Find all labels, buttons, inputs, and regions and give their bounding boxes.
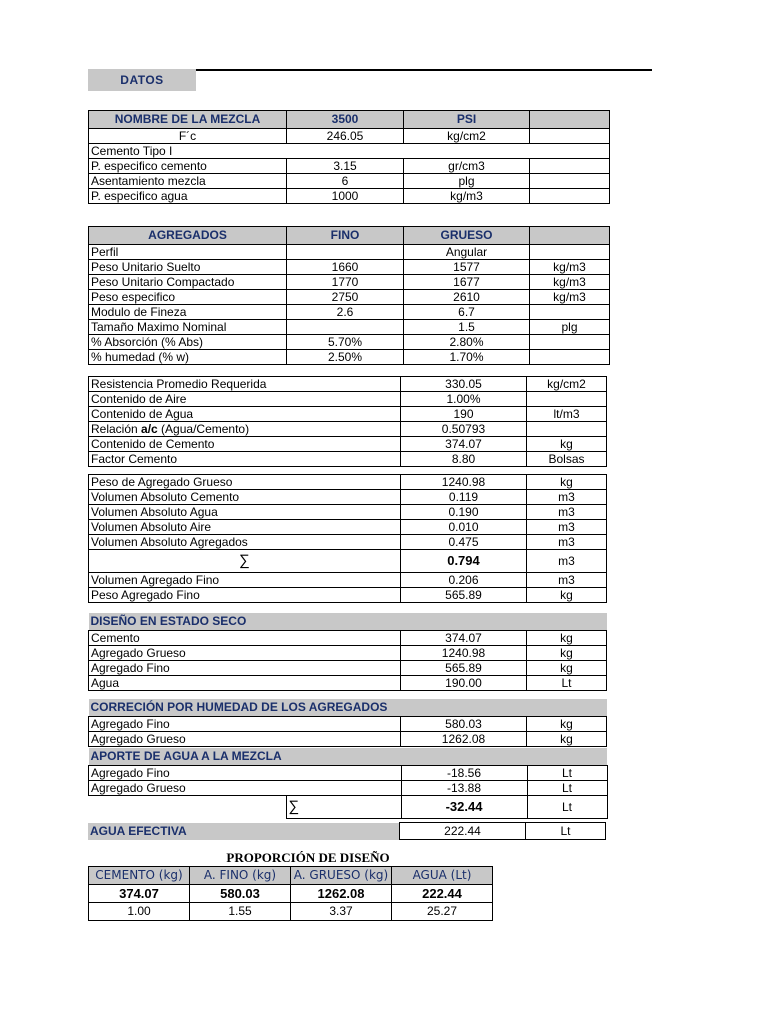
cell-label: Contenido de Agua (89, 407, 401, 422)
cell-extra (530, 159, 610, 174)
cell-fino: 5.70% (287, 335, 404, 350)
cell-unit: Lt (527, 676, 607, 691)
cell-label: Peso Agregado Fino (89, 588, 401, 603)
table-row (89, 275, 610, 290)
table-row (89, 573, 607, 588)
cell-label: Agregado Grueso (89, 646, 401, 661)
cell-value: 190 (401, 407, 527, 422)
cell-value: 374.07 (401, 437, 527, 452)
cell-unit: kg (527, 717, 607, 732)
cell-value: 565.89 (401, 588, 527, 603)
proportion-title: PROPORCIÓN DE DISEÑO (226, 850, 390, 865)
cell-value: 0.475 (401, 535, 527, 550)
proportion-header (89, 867, 493, 885)
mix-blank (530, 111, 610, 129)
table-row (89, 407, 607, 422)
cell-fino: 2750 (287, 290, 404, 305)
table-row (89, 631, 607, 646)
cell-grueso: Angular (404, 245, 530, 260)
ratio-grueso: 3.37 (291, 903, 392, 921)
table-row (89, 144, 610, 159)
cell-unit: kg (527, 437, 607, 452)
unit-label (530, 227, 610, 245)
header-grueso: A. GRUESO (kg) (291, 867, 392, 885)
table-row (89, 159, 610, 174)
sum-value: -32.44 (401, 796, 527, 819)
cell-label: Agregado Grueso (89, 781, 402, 796)
table-row (89, 422, 607, 437)
value-grueso: 1262.08 (291, 885, 392, 903)
ratio-agua: 25.27 (392, 903, 493, 921)
cell-label: Volumen Absoluto Agregados (89, 535, 401, 550)
cell-value: 1000 (287, 189, 404, 204)
fino-label: FINO (287, 227, 404, 245)
effective-water-title: AGUA EFECTIVA (88, 823, 400, 840)
cell-grueso: 1.70% (404, 350, 530, 365)
header-fino: A. FINO (kg) (190, 867, 291, 885)
cell-unit (530, 335, 610, 350)
aggregates-label: AGREGADOS (89, 227, 287, 245)
mix-info-table (88, 110, 610, 204)
cell-value: 0.190 (401, 505, 527, 520)
cell-grueso: 1677 (404, 275, 530, 290)
cell-unit: kg (527, 732, 607, 747)
cell-fino: 2.50% (287, 350, 404, 365)
cell-grueso: 2610 (404, 290, 530, 305)
table-row (89, 661, 607, 676)
cell-label: Asentamiento mezcla (89, 174, 287, 189)
sum-unit: m3 (527, 550, 607, 573)
cell-unit: m3 (527, 490, 607, 505)
moisture-correction-title: CORRECIÓN POR HUMEDAD DE LOS AGREGADOS (89, 699, 607, 717)
datos-rule (196, 69, 652, 71)
cell-unit: Bolsas (527, 452, 607, 467)
table-row (89, 377, 607, 392)
volumes-table (88, 474, 607, 603)
cell-label: Agregado Fino (89, 717, 401, 732)
cell-unit: plg (530, 320, 610, 335)
cell-value: 190.00 (401, 676, 527, 691)
datos-header: DATOS (88, 69, 196, 91)
cell-value: -13.88 (401, 781, 527, 796)
cell-label: Agregado Grueso (89, 732, 401, 747)
cell-label (89, 422, 401, 437)
cell-fino: 1770 (287, 275, 404, 290)
cell-value: 565.89 (401, 661, 527, 676)
cell-label: Contenido de Cemento (89, 437, 401, 452)
design-params-table (88, 376, 607, 467)
table-row (89, 335, 610, 350)
table-row (89, 505, 607, 520)
cell-label: F´c (89, 129, 287, 144)
cell-unit: Lt (527, 781, 607, 796)
dry-design-table (88, 613, 607, 691)
cell-unit: kg/cm2 (404, 129, 530, 144)
cell-unit: kg (527, 661, 607, 676)
value-cemento: 374.07 (89, 885, 190, 903)
cell-unit: kg (527, 475, 607, 490)
water-contribution-title: APORTE DE AGUA A LA MEZCLA (89, 748, 608, 766)
cell-label: P. especifico agua (89, 189, 287, 204)
cell-unit (530, 245, 610, 260)
table-row (89, 305, 610, 320)
cell-extra (530, 189, 610, 204)
cell-extra (530, 174, 610, 189)
cell-unit: kg/cm2 (527, 377, 607, 392)
sum-row (89, 550, 607, 573)
sum-unit: Lt (527, 796, 607, 819)
cell-label: Peso Unitario Compactado (89, 275, 287, 290)
table-row (89, 437, 607, 452)
section-header (89, 699, 607, 717)
cell-label: Volumen Agregado Fino (89, 573, 401, 588)
table-row (89, 350, 610, 365)
table-row (89, 475, 607, 490)
header-cemento: CEMENTO (kg) (89, 867, 190, 885)
sum-row (89, 796, 608, 819)
sum-symbol: ∑ (89, 550, 401, 573)
table-row (89, 717, 607, 732)
cell-label: Resistencia Promedio Requerida (89, 377, 401, 392)
cell-value: -18.56 (401, 766, 527, 781)
cell-label: % humedad (% w) (89, 350, 287, 365)
value-agua: 222.44 (392, 885, 493, 903)
ratio-cemento: 1.00 (89, 903, 190, 921)
table-row (89, 646, 607, 661)
mix-strength: 3500 (287, 111, 404, 129)
water-contribution-table (88, 748, 608, 819)
cell-grueso: 2.80% (404, 335, 530, 350)
cell-label: Factor Cemento (89, 452, 401, 467)
cell-label: Peso de Agregado Grueso (89, 475, 401, 490)
relacion-bold: a/c (141, 422, 158, 436)
cell-label: Agua (89, 676, 401, 691)
table-row (89, 189, 610, 204)
sum-value: 0.794 (401, 550, 527, 573)
cell-label: Agregado Fino (89, 661, 401, 676)
cell-value: 8.80 (401, 452, 527, 467)
cell-fino (287, 245, 404, 260)
cell-value: 246.05 (287, 129, 404, 144)
cell-label: Volumen Absoluto Cemento (89, 490, 401, 505)
table-row (89, 392, 607, 407)
cell-unit: kg (527, 631, 607, 646)
cell-label: P. especifico cemento (89, 159, 287, 174)
cell-label: Contenido de Aire (89, 392, 401, 407)
relacion-prefix: Relación (91, 422, 142, 436)
sum-spacer (89, 796, 287, 819)
proportion-ratios (89, 903, 493, 921)
cell-value: 0.50793 (401, 422, 527, 437)
cell-fino: 1660 (287, 260, 404, 275)
cell-value: 374.07 (401, 631, 527, 646)
value-fino: 580.03 (190, 885, 291, 903)
section-header (89, 748, 608, 766)
cell-value: 0.119 (401, 490, 527, 505)
table-row (89, 732, 607, 747)
cell-extra (530, 129, 610, 144)
table-row (89, 766, 608, 781)
mix-unit: PSI (404, 111, 530, 129)
cell-unit: lt/m3 (527, 407, 607, 422)
cell-value: 0.010 (401, 520, 527, 535)
cell-grueso: 1.5 (404, 320, 530, 335)
cell-label: Agregado Fino (89, 766, 402, 781)
cell-unit: m3 (527, 505, 607, 520)
cell-unit: kg (527, 588, 607, 603)
cell-unit: plg (404, 174, 530, 189)
cell-label: Peso especifico (89, 290, 287, 305)
table-row (89, 129, 610, 144)
cell-unit: kg/m3 (530, 275, 610, 290)
table-row (88, 823, 606, 840)
table-row (89, 490, 607, 505)
table-row (89, 520, 607, 535)
grueso-label: GRUESO (404, 227, 530, 245)
cell-value: 3.15 (287, 159, 404, 174)
section-header (89, 613, 607, 631)
cell-label: Modulo de Fineza (89, 305, 287, 320)
table-row (89, 245, 610, 260)
cell-unit: m3 (527, 573, 607, 588)
cell-label: Volumen Absoluto Agua (89, 505, 401, 520)
cell-value: 0.206 (401, 573, 527, 588)
cell-unit (527, 422, 607, 437)
table-row (89, 535, 607, 550)
header-agua: AGUA (Lt) (392, 867, 493, 885)
cell-label: % Absorción (% Abs) (89, 335, 287, 350)
cell-unit (530, 305, 610, 320)
cell-unit: kg/m3 (530, 290, 610, 305)
table-row (89, 320, 610, 335)
cell-label: Cemento (89, 631, 401, 646)
cell-grueso: 1577 (404, 260, 530, 275)
cell-value: 1240.98 (401, 475, 527, 490)
cell-label: Tamaño Maximo Nominal (89, 320, 287, 335)
cell-label: Perfil (89, 245, 287, 260)
cell-unit (530, 350, 610, 365)
effective-water-value: 222.44 (400, 823, 526, 840)
cell-value: 330.05 (401, 377, 527, 392)
relacion-suffix: (Agua/Cemento) (157, 422, 250, 436)
table-row (89, 452, 607, 467)
cell-unit: gr/cm3 (404, 159, 530, 174)
aggregates-table (88, 226, 610, 365)
cell-value: 580.03 (401, 717, 527, 732)
effective-water-table (88, 822, 606, 840)
ratio-fino: 1.55 (190, 903, 291, 921)
cell-unit: m3 (527, 520, 607, 535)
cell-unit: Lt (527, 766, 607, 781)
mix-name-label: NOMBRE DE LA MEZCLA (89, 111, 287, 129)
proportion-values (89, 885, 493, 903)
cell-value: 1.00% (401, 392, 527, 407)
cell-unit: kg/m3 (530, 260, 610, 275)
cell-label: Cemento Tipo I (89, 144, 610, 159)
moisture-correction-table (88, 699, 607, 747)
table-row (89, 588, 607, 603)
cell-grueso: 6.7 (404, 305, 530, 320)
cell-value: 1240.98 (401, 646, 527, 661)
cell-unit: kg/m3 (404, 189, 530, 204)
aggregates-header (89, 227, 610, 245)
cell-label: Volumen Absoluto Aire (89, 520, 401, 535)
table-row (89, 781, 608, 796)
cell-fino: 2.6 (287, 305, 404, 320)
mix-info-header (89, 111, 610, 129)
cell-value: 1262.08 (401, 732, 527, 747)
table-row (89, 174, 610, 189)
sum-symbol: ∑ (286, 796, 401, 819)
table-row (89, 676, 607, 691)
cell-unit (527, 392, 607, 407)
effective-water-unit: Lt (526, 823, 606, 840)
cell-unit: m3 (527, 535, 607, 550)
proportion-table (88, 866, 493, 921)
cell-unit: kg (527, 646, 607, 661)
table-row (89, 260, 610, 275)
cell-value: 6 (287, 174, 404, 189)
cell-label: Peso Unitario Suelto (89, 260, 287, 275)
table-row (89, 290, 610, 305)
cell-fino (287, 320, 404, 335)
dry-design-title: DISEÑO EN ESTADO SECO (89, 613, 607, 631)
